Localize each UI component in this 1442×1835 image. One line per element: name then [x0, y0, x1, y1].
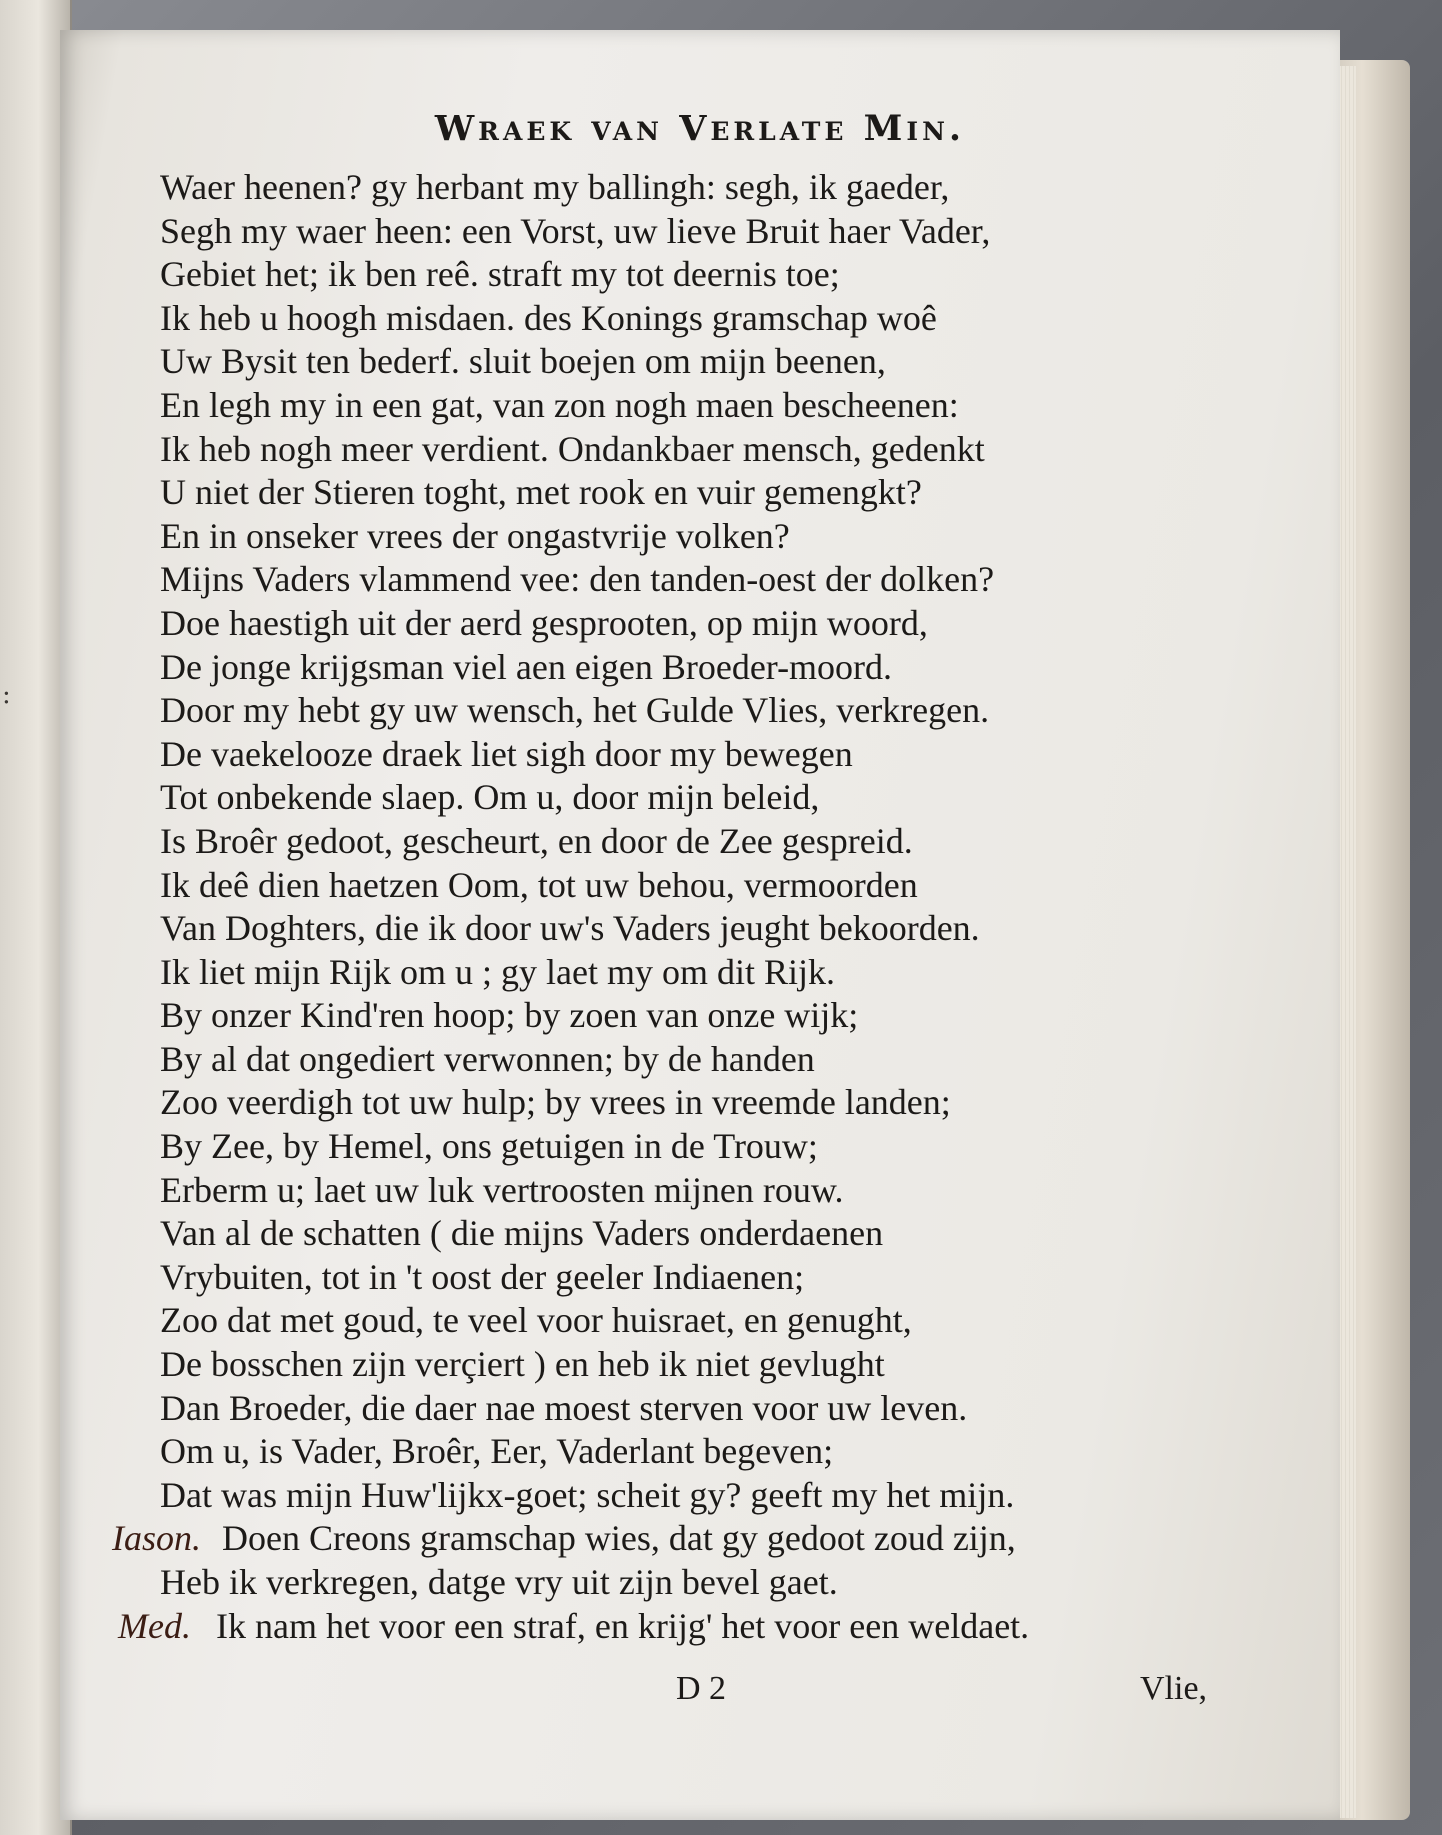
verse-line — [60, 646, 1340, 690]
line-text: De bosschen zijn verçiert ) en heb ik niet gevlught — [160, 1344, 885, 1385]
line-text: Doe haestigh uit der aerd gesprooten, op mijn woord, — [160, 602, 928, 643]
running-head: Wraek van Verlate Min. — [434, 108, 966, 149]
line-text: Zoo dat met goud, te veel voor huisraet, en genught, — [160, 1300, 912, 1341]
line-text: Dan Broeder, die daer nae moest sterven voor uw leven. — [160, 1387, 968, 1428]
verse-line — [60, 1125, 1340, 1169]
line-text: Waer heenen? gy herbant my ballingh: segh, ik gaeder, — [160, 167, 950, 207]
line-text: Van Doghters, die ik door uw's Vaders jeught bekoorden. — [160, 908, 980, 949]
line-text: Ik liet mijn Rijk om u ; gy laet my om dit Rijk. — [160, 951, 835, 992]
verse-line — [60, 689, 1340, 733]
line-text: En in onseker vrees der ongastvrije volken? — [160, 515, 790, 556]
line-text: Tot onbekende slaep. Om u, door mijn beleid, — [160, 777, 820, 818]
line-text: De jonge krijgsman viel aen eigen Broeder-moord. — [160, 646, 893, 687]
line-text: Ik heb nogh meer verdient. Ondankbaer mensch, gedenkt — [160, 428, 985, 469]
line-text: Uw Bysit ten bederf. sluit boejen om mijn beenen, — [160, 341, 886, 382]
line-text: Van al de schatten ( die mijns Vaders onderdaenen — [160, 1213, 884, 1254]
line-text: U niet der Stieren toght, met rook en vuir gemengkt? — [160, 472, 922, 513]
verse-line — [60, 471, 1340, 515]
line-text: By Zee, by Hemel, ons getuigen in de Trouw; — [160, 1126, 818, 1167]
verse-line — [60, 515, 1340, 559]
verse-line — [60, 340, 1340, 384]
verse-line — [60, 297, 1340, 341]
verse-line — [60, 1474, 1340, 1518]
verse-line — [60, 1212, 1340, 1256]
verse-line — [60, 1517, 1340, 1561]
line-text: En legh my in een gat, van zon nogh maen bescheenen: — [160, 384, 959, 425]
verse-line — [60, 166, 1340, 210]
line-text: By onzer Kind'ren hoop; by zoen van onze wijk; — [160, 995, 859, 1036]
line-text: Zoo veerdigh tot uw hulp; by vrees in vreemde landen; — [160, 1082, 951, 1123]
facing-page-mark: : — [2, 680, 11, 710]
line-text: Erberm u; laet uw luk vertroosten mijnen rouw. — [160, 1169, 844, 1210]
line-text: Vrybuiten, tot in 't oost der geeler Indiaenen; — [160, 1256, 805, 1297]
line-text: Ik heb u hoogh misdaen. des Konings gramschap woê — [160, 297, 937, 338]
line-text: De vaekelooze draek liet sigh door my bewegen — [160, 733, 853, 774]
verse-line — [60, 1430, 1340, 1474]
verse-line — [60, 820, 1340, 864]
speaker-label: Iason. — [112, 1518, 201, 1559]
verse-line — [60, 558, 1340, 602]
book-page — [60, 30, 1340, 1820]
verse-line — [60, 1561, 1340, 1605]
verse-line — [60, 602, 1340, 646]
verse-line — [60, 733, 1340, 777]
line-text: Is Broêr gedoot, gescheurt, en door de Zee gespreid. — [160, 820, 913, 861]
verse-text — [60, 166, 1340, 1648]
line-text: By al dat ongediert verwonnen; by de handen — [160, 1038, 815, 1079]
line-text: Doen Creons gramschap wies, dat gy gedoot zoud zijn, — [222, 1518, 1016, 1559]
line-text: Door my hebt gy uw wensch, het Gulde Vlies, verkregen. — [160, 690, 990, 731]
verse-line — [60, 1605, 1340, 1649]
verse-line — [60, 1256, 1340, 1300]
verse-line — [60, 864, 1340, 908]
verse-line — [60, 210, 1340, 254]
line-text: Dat was mijn Huw'lijkx-goet; scheit gy? geeft my het mijn. — [160, 1474, 1015, 1515]
verse-line — [60, 907, 1340, 951]
line-text: Heb ik verkregen, datge vry uit zijn bevel gaet. — [160, 1562, 838, 1602]
verse-line — [60, 428, 1340, 472]
line-text: Gebiet het; ik ben reê. straft my tot deernis toe; — [160, 254, 840, 295]
verse-line — [60, 1038, 1340, 1082]
line-text: Mijns Vaders vlammend vee: den tanden-oest der dolken? — [160, 559, 995, 600]
catchword: Vlie, — [1140, 1670, 1208, 1707]
speaker-label: Med. — [118, 1605, 191, 1646]
line-text: Segh my waer heen: een Vorst, uw lieve Bruit haer Vader, — [160, 210, 991, 251]
line-text: Ik deê dien haetzen Oom, tot uw behou, vermoorden — [160, 864, 918, 905]
verse-line — [60, 1299, 1340, 1343]
signature-mark: D 2 — [676, 1670, 727, 1707]
verse-line — [60, 253, 1340, 297]
line-text: Ik nam het voor een straf, en krijg' het voor een weldaet. — [216, 1605, 1030, 1646]
line-text: Om u, is Vader, Broêr, Eer, Vaderlant begeven; — [160, 1431, 834, 1472]
verse-line — [60, 384, 1340, 428]
verse-line — [60, 1343, 1340, 1387]
verse-line — [60, 1169, 1340, 1213]
verse-line — [60, 994, 1340, 1038]
verse-line — [60, 1081, 1340, 1125]
verse-line — [60, 951, 1340, 995]
verse-line — [60, 1387, 1340, 1431]
verse-line — [60, 776, 1340, 820]
